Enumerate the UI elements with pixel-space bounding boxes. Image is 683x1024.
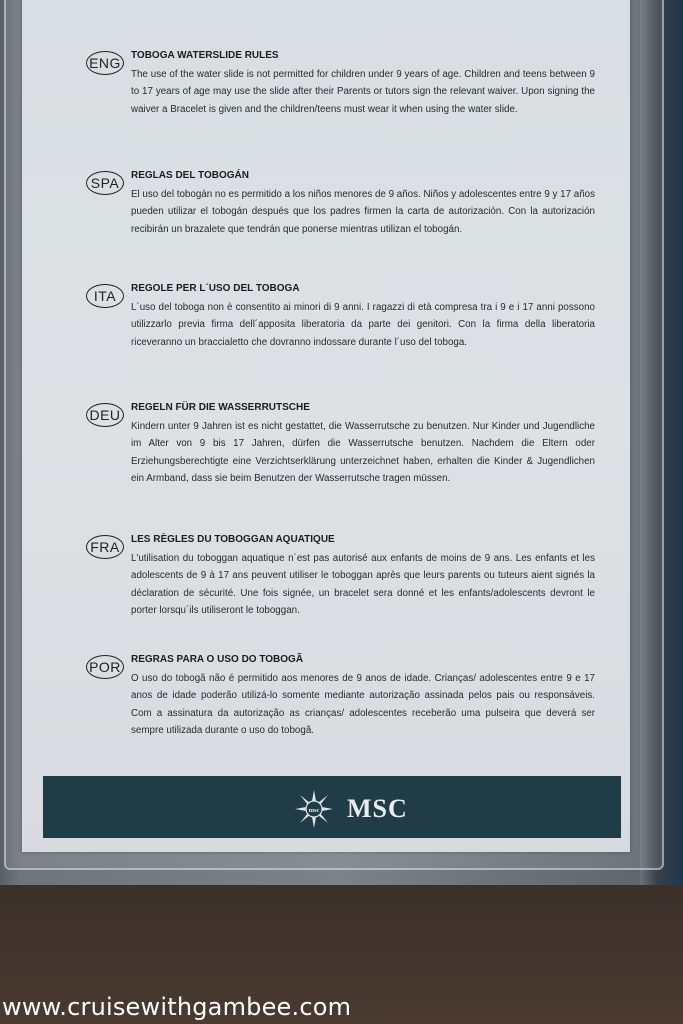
brand-footer	[43, 776, 621, 838]
compass-rose-icon	[295, 790, 333, 828]
section-title: REGOLE PER L´USO DEL TOBOGA	[131, 283, 300, 294]
section-title: TOBOGA WATERSLIDE RULES	[131, 50, 279, 61]
section-body: L'utilisation du toboggan aquatique n´est pas autorisé aux enfants de moins de 9 ans. Les enfants et les adolescents de 9 à 17 ans peuvent utiliser le toboggan après que leurs parents ou tuteurs aient signés la déclaration de sécurité. Une fois signée, un bracelet sera donné et les enfants/adolescents devront le porter lorsqu´ils utiliseront le toboggan.	[131, 553, 595, 616]
section-body: L´uso del toboga non è consentito ai minori di 9 anni. I ragazzi di età compresa tra i 9 e i 17 anni possono utilizzarlo previa firma dell´apposita liberatoria da parte dei genitori. Con la firma della liberatoria riceveranno un braccialetto che dovranno indossare durante l´uso del toboga.	[131, 302, 595, 348]
language-badge: SPA	[86, 171, 124, 195]
svg-text:msc: msc	[308, 807, 320, 814]
section-title: REGRAS PARA O USO DO TOBOGÃ	[131, 654, 304, 665]
language-badge: FRA	[86, 535, 124, 559]
site-watermark: www.cruisewithgambee.com	[2, 993, 352, 1021]
section-body: El uso del tobogán no es permitido a los niños menores de 9 años. Niños y adolescentes entre 9 y 17 años pueden utilizar el tobogán después que los padres firmen la carta de autorización. Con la autorización recibirán un brazalete que tendrán que ponerse mientras utilizan el tobogán.	[131, 189, 596, 235]
section-body: O uso do tobogã não é permitido aos menores de 9 anos de idade. Crianças/ adolescentes entre 9 e 17 anos de idade poderão utilizá-lo somente mediante autorização assinada pelos pais ou responsáveis. Com a assinatura da autorização as crianças/ adolescentes receberão uma pulseira que deverá ser sempre utilizada durante o uso do tobogã.	[131, 673, 595, 736]
section-title: LES RÈGLES DU TOBOGGAN AQUATIQUE	[131, 534, 335, 545]
section-body: The use of the water slide is not permitted for children under 9 years of age. Children and teens between 9 to 17 years of age may use the slide after their Parents or tutors sign the relevant waiver. Upon signing the waiver a Bracelet is given and the children/teens must wear it when using the water slide.	[131, 69, 595, 115]
brand-logo-text: MSC	[347, 794, 408, 823]
section-title: REGELN FÜR DIE WASSERRUTSCHE	[131, 402, 310, 413]
language-badge: ITA	[86, 284, 124, 308]
section-body: Kindern unter 9 Jahren ist es nicht gestattet, die Wasserrutsche zu benutzen. Nur Kinder und Jugendliche im Alter von 9 bis 17 Jahren, dürfen die Wasserrutsche benutzen. Nachdem die Eltern oder Erziehungsberechtigte eine Verzichtserklärung unterzeichnet haben, erhalten die Kinder & Jugendlichen ein Armband, dass sie beim Benutzen der Wasserrutsche tragen müssen.	[131, 421, 595, 484]
language-badge: DEU	[86, 403, 124, 427]
language-badge: ENG	[86, 51, 124, 75]
language-badge: POR	[86, 655, 124, 679]
rules-sign	[22, 0, 630, 852]
section-title: REGLAS DEL TOBOGÁN	[131, 170, 249, 181]
